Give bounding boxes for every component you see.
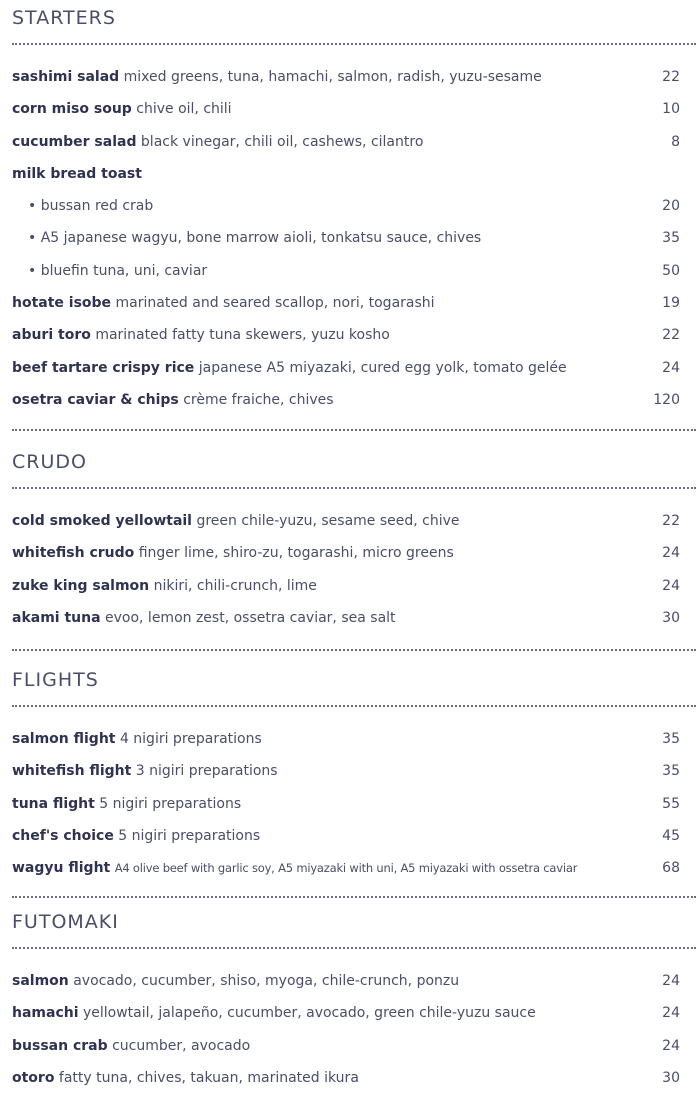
item-name: akami tuna	[12, 609, 101, 626]
item-price: 35	[662, 731, 680, 747]
item-description: mixed greens, tuna, hamachi, salmon, radish, yuzu-sesame	[123, 69, 542, 85]
item-description: 5 nigiri preparations	[99, 795, 242, 812]
menu-item	[0, 93, 700, 125]
item-price: 120	[653, 391, 680, 408]
item-price: 24	[662, 1005, 680, 1022]
item-name: chef's choice	[12, 827, 114, 844]
item-description: black vinegar, chili oil, cashews, cilantro	[140, 133, 424, 150]
dotted-divider	[12, 947, 696, 949]
menu-item	[0, 126, 700, 158]
item-name: hamachi	[12, 1005, 79, 1022]
section-heading: STARTERS	[12, 7, 116, 29]
item-description: chive oil, chili	[136, 101, 232, 118]
menu-items	[0, 61, 700, 416]
item-description: green chile-yuzu, sesame seed, chive	[196, 513, 460, 529]
item-name: salmon flight	[12, 731, 116, 747]
section-heading: FLIGHTS	[12, 669, 99, 691]
section-heading: FUTOMAKI	[12, 911, 119, 933]
item-description: marinated fatty tuna skewers, yuzu kosho	[95, 327, 390, 344]
item-price: 68	[662, 860, 680, 877]
menu-item	[0, 158, 700, 190]
item-name: otoro	[12, 1069, 55, 1086]
menu-items	[0, 965, 700, 1094]
menu-item	[0, 1062, 700, 1094]
item-price: 35	[662, 763, 680, 780]
item-description: 3 nigiri preparations	[135, 763, 278, 780]
item-name: • bussan red crab	[28, 198, 154, 215]
item-price: 30	[662, 609, 680, 626]
menu-item	[0, 222, 700, 254]
menu-item	[0, 319, 700, 351]
section-heading: CRUDO	[12, 451, 87, 473]
dotted-divider	[12, 705, 696, 707]
item-description: marinated and seared scallop, nori, togarashi	[115, 295, 435, 312]
menu-item	[0, 255, 700, 287]
menu-item	[0, 1030, 700, 1062]
item-name: cucumber salad	[12, 133, 137, 150]
item-name: corn miso soup	[12, 101, 132, 118]
dotted-divider	[12, 43, 696, 45]
item-price: 19	[662, 295, 680, 312]
item-price: 22	[662, 513, 680, 529]
item-price: 30	[662, 1069, 680, 1086]
item-description: finger lime, shiro-zu, togarashi, micro greens	[138, 545, 454, 562]
menu-item	[0, 570, 700, 602]
item-price: 10	[662, 101, 680, 118]
menu-item	[0, 788, 700, 820]
item-name: osetra caviar & chips	[12, 391, 179, 408]
item-price: 24	[662, 359, 680, 376]
dotted-divider	[12, 487, 696, 489]
menu-item	[0, 852, 700, 884]
menu-items	[0, 723, 700, 884]
item-description: A4 olive beef with garlic soy, A5 miyazaki with uni, A5 miyazaki with ossetra caviar	[114, 861, 578, 876]
item-description: cucumber, avocado	[112, 1037, 251, 1054]
menu-item	[0, 61, 700, 93]
item-name: cold smoked yellowtail	[12, 513, 192, 529]
item-price: 50	[662, 262, 680, 279]
menu-item	[0, 384, 700, 416]
item-price: 8	[671, 133, 680, 150]
menu-item	[0, 505, 700, 537]
item-description: crème fraiche, chives	[183, 391, 334, 408]
item-description: avocado, cucumber, shiso, myoga, chile-crunch, ponzu	[73, 973, 460, 989]
item-price: 20	[662, 198, 680, 215]
item-name: milk bread toast	[12, 165, 142, 182]
item-price: 24	[662, 545, 680, 562]
item-description: fatty tuna, chives, takuan, marinated ikura	[58, 1069, 359, 1086]
item-price: 22	[662, 69, 680, 85]
item-name: zuke king salmon	[12, 577, 150, 594]
item-price: 22	[662, 327, 680, 344]
item-description: 4 nigiri preparations	[119, 731, 262, 747]
item-price: 45	[662, 827, 680, 844]
item-description: nikiri, chili-crunch, lime	[153, 577, 317, 594]
menu-item	[0, 965, 700, 997]
item-name: aburi toro	[12, 327, 91, 344]
menu-items	[0, 505, 700, 634]
item-price: 24	[662, 1037, 680, 1054]
menu-item	[0, 537, 700, 569]
menu-item	[0, 997, 700, 1029]
menu-item	[0, 190, 700, 222]
item-name: • bluefin tuna, uni, caviar	[28, 262, 208, 279]
item-name: tuna flight	[12, 795, 95, 812]
item-name: bussan crab	[12, 1037, 108, 1054]
item-name: salmon	[12, 973, 69, 989]
item-name: • A5 japanese wagyu, bone marrow aioli, tonkatsu sauce, chives	[28, 230, 482, 247]
menu-item	[0, 755, 700, 787]
dotted-divider	[12, 649, 696, 651]
item-price: 24	[662, 973, 680, 989]
item-name: wagyu flight	[12, 860, 111, 877]
item-description: yellowtail, jalapeño, cucumber, avocado, green chile-yuzu sauce	[82, 1005, 536, 1022]
menu-item	[0, 820, 700, 852]
item-name: whitefish flight	[12, 763, 132, 780]
item-name: beef tartare crispy rice	[12, 359, 195, 376]
dotted-divider	[12, 429, 696, 431]
item-description: evoo, lemon zest, ossetra caviar, sea salt	[105, 609, 396, 626]
item-price: 35	[662, 230, 680, 247]
menu-item	[0, 723, 700, 755]
item-name: whitefish crudo	[12, 545, 135, 562]
item-name: hotate isobe	[12, 295, 112, 312]
item-name: sashimi salad	[12, 69, 120, 85]
menu-item	[0, 602, 700, 634]
item-description: japanese A5 miyazaki, cured egg yolk, tomato gelée	[198, 359, 567, 376]
item-price: 24	[662, 577, 680, 594]
dotted-divider	[12, 896, 696, 898]
item-description: 5 nigiri preparations	[118, 827, 261, 844]
item-price: 55	[662, 795, 680, 812]
menu-item	[0, 352, 700, 384]
menu-item	[0, 287, 700, 319]
